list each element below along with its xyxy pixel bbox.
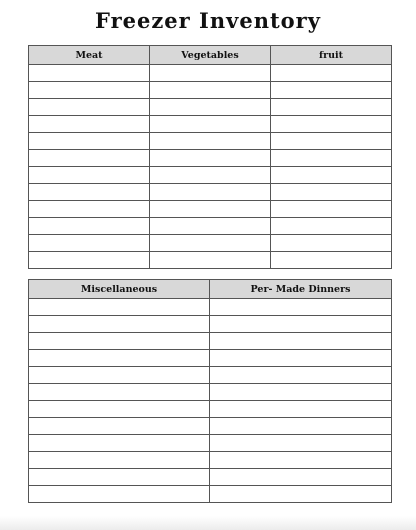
table-row [29, 384, 392, 401]
blank-cell [150, 167, 271, 184]
blank-cell [150, 65, 271, 82]
table-row [29, 299, 392, 316]
blank-cell [150, 252, 271, 269]
blank-cell [29, 299, 210, 316]
table-row [29, 316, 392, 333]
blank-cell [271, 150, 392, 167]
blank-cell [210, 452, 392, 469]
table-row [29, 184, 392, 201]
blank-cell [150, 150, 271, 167]
table-row [29, 201, 392, 218]
table-row [29, 401, 392, 418]
blank-cell [29, 486, 210, 503]
blank-cell [29, 201, 150, 218]
blank-cell [210, 486, 392, 503]
blank-cell [29, 435, 210, 452]
blank-cell [210, 435, 392, 452]
blank-cell [29, 99, 150, 116]
table-row [29, 452, 392, 469]
blank-cell [29, 184, 150, 201]
blank-cell [210, 316, 392, 333]
blank-cell [29, 333, 210, 350]
column-header-miscellaneous: Miscellaneous [29, 280, 210, 299]
blank-cell [271, 235, 392, 252]
blank-cell [150, 133, 271, 150]
blank-cell [150, 116, 271, 133]
blank-cell [271, 82, 392, 99]
blank-cell [29, 82, 150, 99]
table-row [29, 486, 392, 503]
column-header-fruit: fruit [271, 46, 392, 65]
table-row [29, 218, 392, 235]
table-body-bottom [29, 299, 392, 503]
table-row [29, 82, 392, 99]
blank-cell [29, 418, 210, 435]
table-row [29, 418, 392, 435]
blank-cell [150, 235, 271, 252]
inventory-table-top [28, 45, 392, 269]
table-row [29, 350, 392, 367]
header-row [29, 46, 392, 65]
blank-cell [271, 99, 392, 116]
table-body-top [29, 65, 392, 269]
table-row [29, 133, 392, 150]
blank-cell [29, 116, 150, 133]
blank-cell [29, 218, 150, 235]
column-header-meat: Meat [29, 46, 150, 65]
blank-cell [29, 167, 150, 184]
table-row [29, 252, 392, 269]
blank-cell [271, 133, 392, 150]
blank-cell [150, 82, 271, 99]
blank-cell [210, 333, 392, 350]
table-row [29, 99, 392, 116]
blank-cell [210, 418, 392, 435]
blank-cell [210, 367, 392, 384]
table-row [29, 333, 392, 350]
blank-cell [29, 384, 210, 401]
column-header-vegetables: Vegetables [150, 46, 271, 65]
table-row [29, 235, 392, 252]
table-row [29, 367, 392, 384]
blank-cell [271, 252, 392, 269]
blank-cell [210, 401, 392, 418]
blank-cell [29, 367, 210, 384]
table-row [29, 150, 392, 167]
blank-cell [271, 116, 392, 133]
blank-cell [29, 316, 210, 333]
table-row [29, 469, 392, 486]
inventory-table-bottom [28, 279, 392, 503]
page-edge-shadow [0, 516, 416, 530]
table-row [29, 435, 392, 452]
blank-cell [271, 201, 392, 218]
blank-cell [29, 452, 210, 469]
blank-cell [210, 469, 392, 486]
blank-cell [29, 150, 150, 167]
blank-cell [210, 299, 392, 316]
blank-cell [210, 350, 392, 367]
blank-cell [29, 65, 150, 82]
blank-cell [271, 218, 392, 235]
blank-cell [150, 201, 271, 218]
blank-cell [29, 235, 150, 252]
header-row [29, 280, 392, 299]
table-row [29, 65, 392, 82]
table-row [29, 167, 392, 184]
blank-cell [150, 99, 271, 116]
blank-cell [271, 167, 392, 184]
blank-cell [210, 384, 392, 401]
blank-cell [29, 252, 150, 269]
blank-cell [271, 65, 392, 82]
blank-cell [150, 184, 271, 201]
blank-cell [271, 184, 392, 201]
blank-cell [29, 350, 210, 367]
column-header-pre-made-dinners: Per- Made Dinners [210, 280, 392, 299]
blank-cell [29, 133, 150, 150]
blank-cell [29, 401, 210, 418]
blank-cell [150, 218, 271, 235]
page-title: Freezer Inventory [95, 8, 321, 33]
table-row [29, 116, 392, 133]
blank-cell [29, 469, 210, 486]
